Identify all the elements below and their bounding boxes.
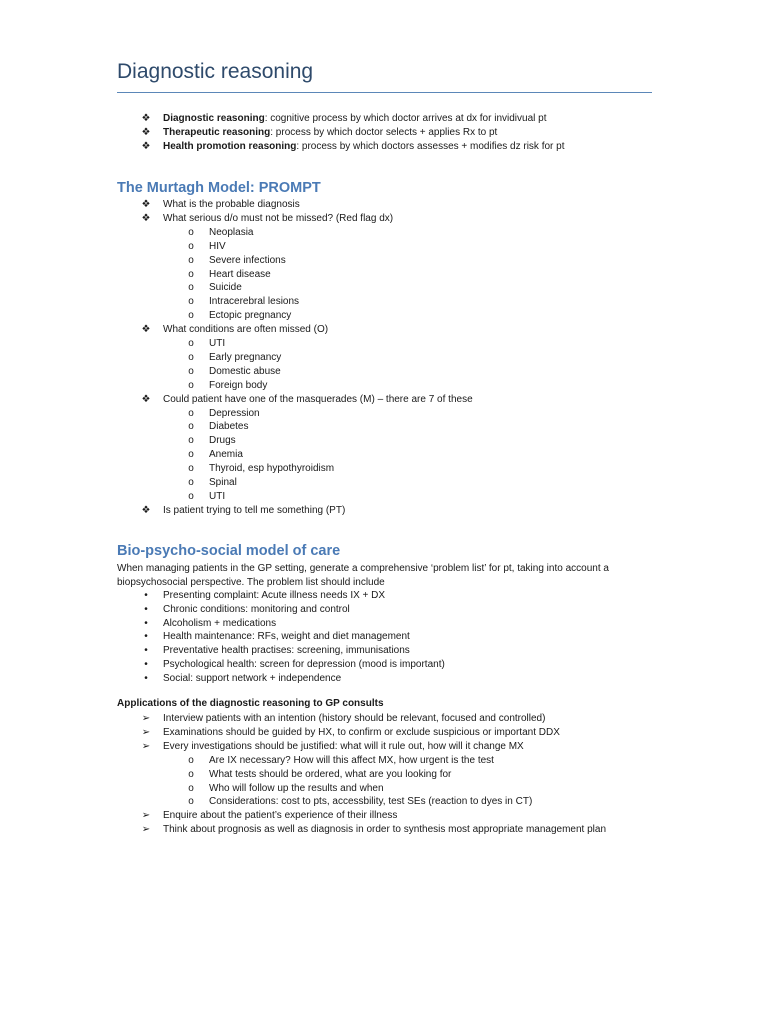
arrow-bullet-icon: ➢ <box>141 740 151 752</box>
murtagh-subitem: Foreign body <box>209 379 268 391</box>
circle-bullet-icon: o <box>188 296 194 308</box>
intro-term: Health promotion reasoning <box>163 140 297 152</box>
diamond-bullet-icon: ❖ <box>141 212 151 224</box>
intro-term: Diagnostic reasoning <box>163 113 265 124</box>
applications-item: Enquire about the patient’s experience of their illness <box>163 810 398 822</box>
murtagh-subitem: Severe infections <box>209 254 286 266</box>
applications-item: Examinations should be guided by HX, to confirm or exclude suspicious or important DDX <box>163 726 560 738</box>
biopsych-paragraph-line2: biopsychosocial perspective. The problem list should include <box>117 577 385 588</box>
circle-bullet-icon: o <box>188 365 194 377</box>
circle-bullet-icon: o <box>188 310 194 322</box>
murtagh-subitem: Drugs <box>209 435 236 447</box>
page-title: Diagnostic reasoning <box>117 60 314 83</box>
circle-bullet-icon: o <box>188 782 194 794</box>
dot-bullet-icon: • <box>144 659 148 670</box>
dot-bullet-icon: • <box>144 645 148 657</box>
circle-bullet-icon: o <box>188 268 194 280</box>
circle-bullet-icon: o <box>188 351 194 363</box>
dot-bullet-icon: • <box>144 617 148 629</box>
applications-heading: Applications of the diagnostic reasoning to GP consults <box>117 698 384 709</box>
circle-bullet-icon: o <box>188 407 194 419</box>
biopsych-heading: Bio-psycho-social model of care <box>117 543 341 559</box>
arrow-bullet-icon: ➢ <box>141 824 151 836</box>
intro-text: : process by which doctor selects + applies Rx to pt <box>270 126 498 138</box>
murtagh-subitem: Depression <box>209 407 260 419</box>
diamond-bullet-icon: ❖ <box>141 199 151 210</box>
applications-subitem: Who will follow up the results and when <box>209 782 384 794</box>
murtagh-subitem: Domestic abuse <box>209 365 281 377</box>
murtagh-subitem: Suicide <box>209 282 242 294</box>
murtagh-heading: The Murtagh Model: PROMPT <box>117 180 321 196</box>
murtagh-subitem: Intracerebral lesions <box>209 296 300 308</box>
circle-bullet-icon: o <box>188 338 194 349</box>
applications-subitem: What tests should be ordered, what are you looking for <box>209 768 452 780</box>
murtagh-subitem: UTI <box>209 490 226 502</box>
circle-bullet-icon: o <box>188 490 194 502</box>
murtagh-subitem: Early pregnancy <box>209 351 282 363</box>
circle-bullet-icon: o <box>188 421 194 433</box>
circle-bullet-icon: o <box>188 379 194 391</box>
circle-bullet-icon: o <box>188 226 194 238</box>
dot-bullet-icon: • <box>144 631 148 643</box>
diamond-bullet-icon: ❖ <box>141 126 151 138</box>
circle-bullet-icon: o <box>188 796 194 808</box>
dot-bullet-icon: • <box>144 672 148 684</box>
applications-subitem: Are IX necessary? How will this affect MX, how urgent is the test <box>209 754 494 766</box>
circle-bullet-icon: o <box>188 449 194 461</box>
biopsych-item: Preventative health practises: screening, immunisations <box>163 645 410 657</box>
circle-bullet-icon: o <box>188 240 194 252</box>
arrow-bullet-icon: ➢ <box>141 810 151 822</box>
murtagh-subitem: Anemia <box>209 449 243 461</box>
biopsych-item: Chronic conditions: monitoring and control <box>163 603 350 615</box>
diamond-bullet-icon: ❖ <box>141 393 151 405</box>
circle-bullet-icon: o <box>188 254 194 266</box>
murtagh-item: Could patient have one of the masquerades (M) – there are 7 of these <box>163 393 473 405</box>
biopsych-item: Health maintenance: RFs, weight and diet management <box>163 631 410 643</box>
murtagh-item: What serious d/o must not be missed? (Red flag dx) <box>163 212 394 224</box>
biopsych-item: Alcoholism + medications <box>163 617 277 629</box>
intro-item <box>163 140 565 153</box>
murtagh-subitem: Diabetes <box>209 421 249 433</box>
circle-bullet-icon: o <box>188 282 194 294</box>
biopsych-item: Presenting complaint: Acute illness needs IX + DX <box>163 590 386 601</box>
arrow-bullet-icon: ➢ <box>141 726 151 738</box>
intro-item <box>163 126 497 139</box>
biopsych-item: Psychological health: screen for depression (mood is important) <box>163 659 445 670</box>
murtagh-subitem: Thyroid, esp hypothyroidism <box>209 463 335 475</box>
circle-bullet-icon: o <box>188 768 194 780</box>
intro-text: : process by which doctors assesses + modifies dz risk for pt <box>296 140 565 152</box>
circle-bullet-icon: o <box>188 477 194 488</box>
murtagh-subitem: Heart disease <box>209 268 271 280</box>
circle-bullet-icon: o <box>188 435 194 447</box>
dot-bullet-icon: • <box>144 590 148 601</box>
murtagh-item: What conditions are often missed (O) <box>163 324 329 336</box>
dot-bullet-icon: • <box>144 603 148 615</box>
murtagh-item: Is patient trying to tell me something (PT) <box>163 504 346 516</box>
biopsych-item: Social: support network + independence <box>163 672 342 684</box>
murtagh-subitem: Ectopic pregnancy <box>209 310 292 322</box>
intro-item <box>163 112 546 125</box>
diamond-bullet-icon: ❖ <box>141 113 151 124</box>
diamond-bullet-icon: ❖ <box>141 504 151 516</box>
diamond-bullet-icon: ❖ <box>141 140 151 152</box>
circle-bullet-icon: o <box>188 754 194 766</box>
applications-item: Interview patients with an intention (history should be relevant, focused and controlled) <box>163 713 546 724</box>
applications-subitem: Considerations: cost to pts, accessbility, test SEs (reaction to dyes in CT) <box>209 796 533 808</box>
intro-term: Therapeutic reasoning <box>163 126 271 138</box>
intro-text: : cognitive process by which doctor arrives at dx for invidivual pt <box>264 113 547 124</box>
title-underline <box>117 92 652 93</box>
applications-item: Every investigations should be justified: what will it rule out, how will it change MX <box>163 740 524 752</box>
biopsych-paragraph-line1: When managing patients in the GP setting, generate a comprehensive ‘problem list’ for pt, taking into account a <box>117 563 609 574</box>
applications-item: Think about prognosis as well as diagnosis in order to synthesis most appropriate management plan <box>163 824 607 836</box>
murtagh-subitem: HIV <box>209 240 226 252</box>
diamond-bullet-icon: ❖ <box>141 324 151 336</box>
murtagh-subitem: Neoplasia <box>209 226 254 238</box>
arrow-bullet-icon: ➢ <box>141 713 151 724</box>
circle-bullet-icon: o <box>188 463 194 475</box>
murtagh-item: What is the probable diagnosis <box>163 199 300 210</box>
murtagh-subitem: UTI <box>209 338 226 349</box>
murtagh-subitem: Spinal <box>209 477 237 488</box>
